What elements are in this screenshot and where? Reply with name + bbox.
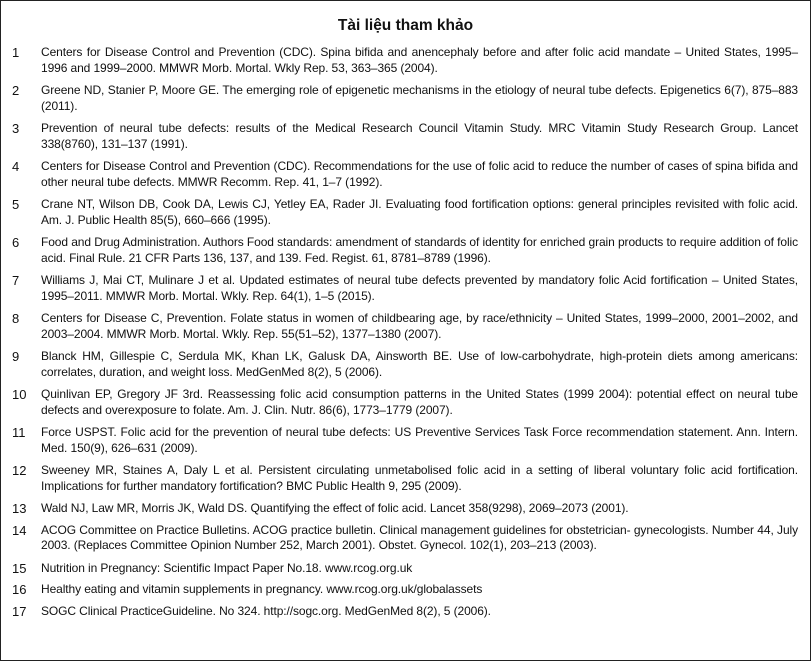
reference-item-6 bbox=[1, 235, 810, 266]
reference-number: 1 bbox=[12, 45, 20, 60]
reference-number: 10 bbox=[12, 387, 27, 402]
reference-text: Greene ND, Stanier P, Moore GE. The emerging role of epigenetic mechanisms in the etiology of neural tube defects. Epigenetics 6(7), 875–883 (2011). bbox=[41, 83, 798, 113]
reference-item-13 bbox=[1, 501, 810, 517]
reference-item-5 bbox=[1, 197, 810, 228]
reference-number: 17 bbox=[12, 603, 27, 619]
reference-item-3 bbox=[1, 121, 810, 152]
reference-number: 9 bbox=[12, 349, 20, 364]
reference-text: Prevention of neural tube defects: results of the Medical Research Council Vitamin Study. MRC Vitamin Study Research Group. Lancet 338(8760), 131–137 (1991). bbox=[41, 121, 798, 151]
reference-text: SOGC Clinical PracticeGuideline. No 324. http://sogc.org. MedGenMed 8(2), 5 (2006). bbox=[41, 603, 491, 618]
reference-item-15 bbox=[1, 561, 810, 577]
reference-text: Centers for Disease Control and Prevention (CDC). Spina bifida and anencephaly before and after folic acid mandate – United States, 1995–1996 and 1999–2000. MMWR Morb. Mortal. Wkly Rep. 53, 363–365 (2004). bbox=[41, 45, 798, 75]
reference-number: 2 bbox=[12, 83, 20, 98]
reference-text: Crane NT, Wilson DB, Cook DA, Lewis CJ, Yetley EA, Rader JI. Evaluating food fortification options: general principles revisited with folic acid. Am. J. Public Health 85(5), 660–666 (1995). bbox=[41, 197, 798, 227]
reference-text: Nutrition in Pregnancy: Scientific Impact Paper No.18. www.rcog.org.uk bbox=[41, 560, 413, 575]
reference-text: Healthy eating and vitamin supplements in pregnancy. www.rcog.org.uk/globalassets bbox=[41, 582, 483, 596]
reference-number: 3 bbox=[12, 121, 20, 136]
reference-text: Blanck HM, Gillespie C, Serdula MK, Khan LK, Galusk DA, Ainsworth BE. Use of low-carbohydrate, high-protein diets among americans: correlates, duration, and weight loss. MedGenMed 8(2), 5 (2006). bbox=[41, 349, 798, 379]
reference-text: Centers for Disease C, Prevention. Folate status in women of childbearing age, by race/ethnicity – United States, 1999–2000, 2001–2002, and 2003–2004. MMWR Morb. Mortal. Wkly. Rep. 55(51–52), 1377–1380 (2007). bbox=[41, 311, 798, 341]
reference-item-8 bbox=[1, 311, 810, 342]
reference-number: 7 bbox=[12, 273, 20, 288]
reference-number: 5 bbox=[12, 197, 20, 212]
reference-text: Quinlivan EP, Gregory JF 3rd. Reassessing folic acid consumption patterns in the United States (1999 2004): potential effect on neural tube defects and overexposure to folate. Am. J. Clin. Nutr. 86(6), 1773–1779 (2007). bbox=[41, 387, 798, 417]
reference-item-14 bbox=[1, 523, 810, 554]
reference-item-11 bbox=[1, 425, 810, 456]
reference-item-2 bbox=[1, 83, 810, 114]
reference-text: Force USPST. Folic acid for the prevention of neural tube defects: US Preventive Services Task Force recommendation statement. Ann. Intern. Med. 150(9), 626–631 (2009). bbox=[41, 425, 798, 455]
reference-text: ACOG Committee on Practice Bulletins. ACOG practice bulletin. Clinical management guidelines for obstetrician- gynecologists. Number 44, July 2003. (Replaces Committee Opinion Number 252, March 2001). Obstet. Gynecol. 102(1), 203–213 (2003). bbox=[41, 522, 798, 552]
reference-number: 16 bbox=[12, 582, 27, 597]
reference-number: 14 bbox=[12, 522, 27, 538]
reference-number: 13 bbox=[12, 501, 27, 516]
reference-text: Food and Drug Administration. Authors Food standards: amendment of standards of identity for enriched grain products to require addition of folic acid. Final Rule. 21 CFR Parts 136, 137, and 139. Fed. Regist. 61, 8781–8789 (1996). bbox=[41, 235, 798, 265]
reference-item-12 bbox=[1, 463, 810, 494]
reference-number: 8 bbox=[12, 311, 20, 326]
reference-item-10 bbox=[1, 387, 810, 418]
reference-list bbox=[1, 45, 810, 625]
reference-number: 6 bbox=[12, 235, 20, 250]
reference-text: Sweeney MR, Staines A, Daly L et al. Persistent circulating unmetabolised folic acid in a setting of liberal voluntary folic acid fortification. Implications for further mandatory fortification? BMC Public Health 9, 295 (2009). bbox=[41, 463, 798, 493]
reference-text: Williams J, Mai CT, Mulinare J et al. Updated estimates of neural tube defects prevented by mandatory folic Acid fortification – United States, 1995–2011. MMWR Morb. Mortal. Wkly. Rep. 64(1), 1–5 (2015). bbox=[41, 273, 798, 303]
reference-number: 11 bbox=[12, 425, 26, 440]
reference-number: 15 bbox=[12, 560, 27, 576]
reference-item-7 bbox=[1, 273, 810, 304]
reference-item-4 bbox=[1, 159, 810, 190]
reference-item-1 bbox=[1, 45, 810, 76]
reference-text: Centers for Disease Control and Prevention (CDC). Recommendations for the use of folic acid to reduce the number of cases of spina bifida and other neural tube defects. MMWR Recomm. Rep. 41, 1–7 (1992). bbox=[41, 159, 798, 189]
reference-item-9 bbox=[1, 349, 810, 380]
reference-text: Wald NJ, Law MR, Morris JK, Wald DS. Quantifying the effect of folic acid. Lancet 358(9298), 2069–2073 (2001). bbox=[41, 501, 629, 515]
page-title: Tài liệu tham khảo bbox=[337, 17, 474, 34]
reference-item-16 bbox=[1, 582, 810, 598]
reference-number: 4 bbox=[12, 159, 20, 174]
reference-number: 12 bbox=[12, 463, 27, 478]
reference-item-17 bbox=[1, 604, 810, 620]
